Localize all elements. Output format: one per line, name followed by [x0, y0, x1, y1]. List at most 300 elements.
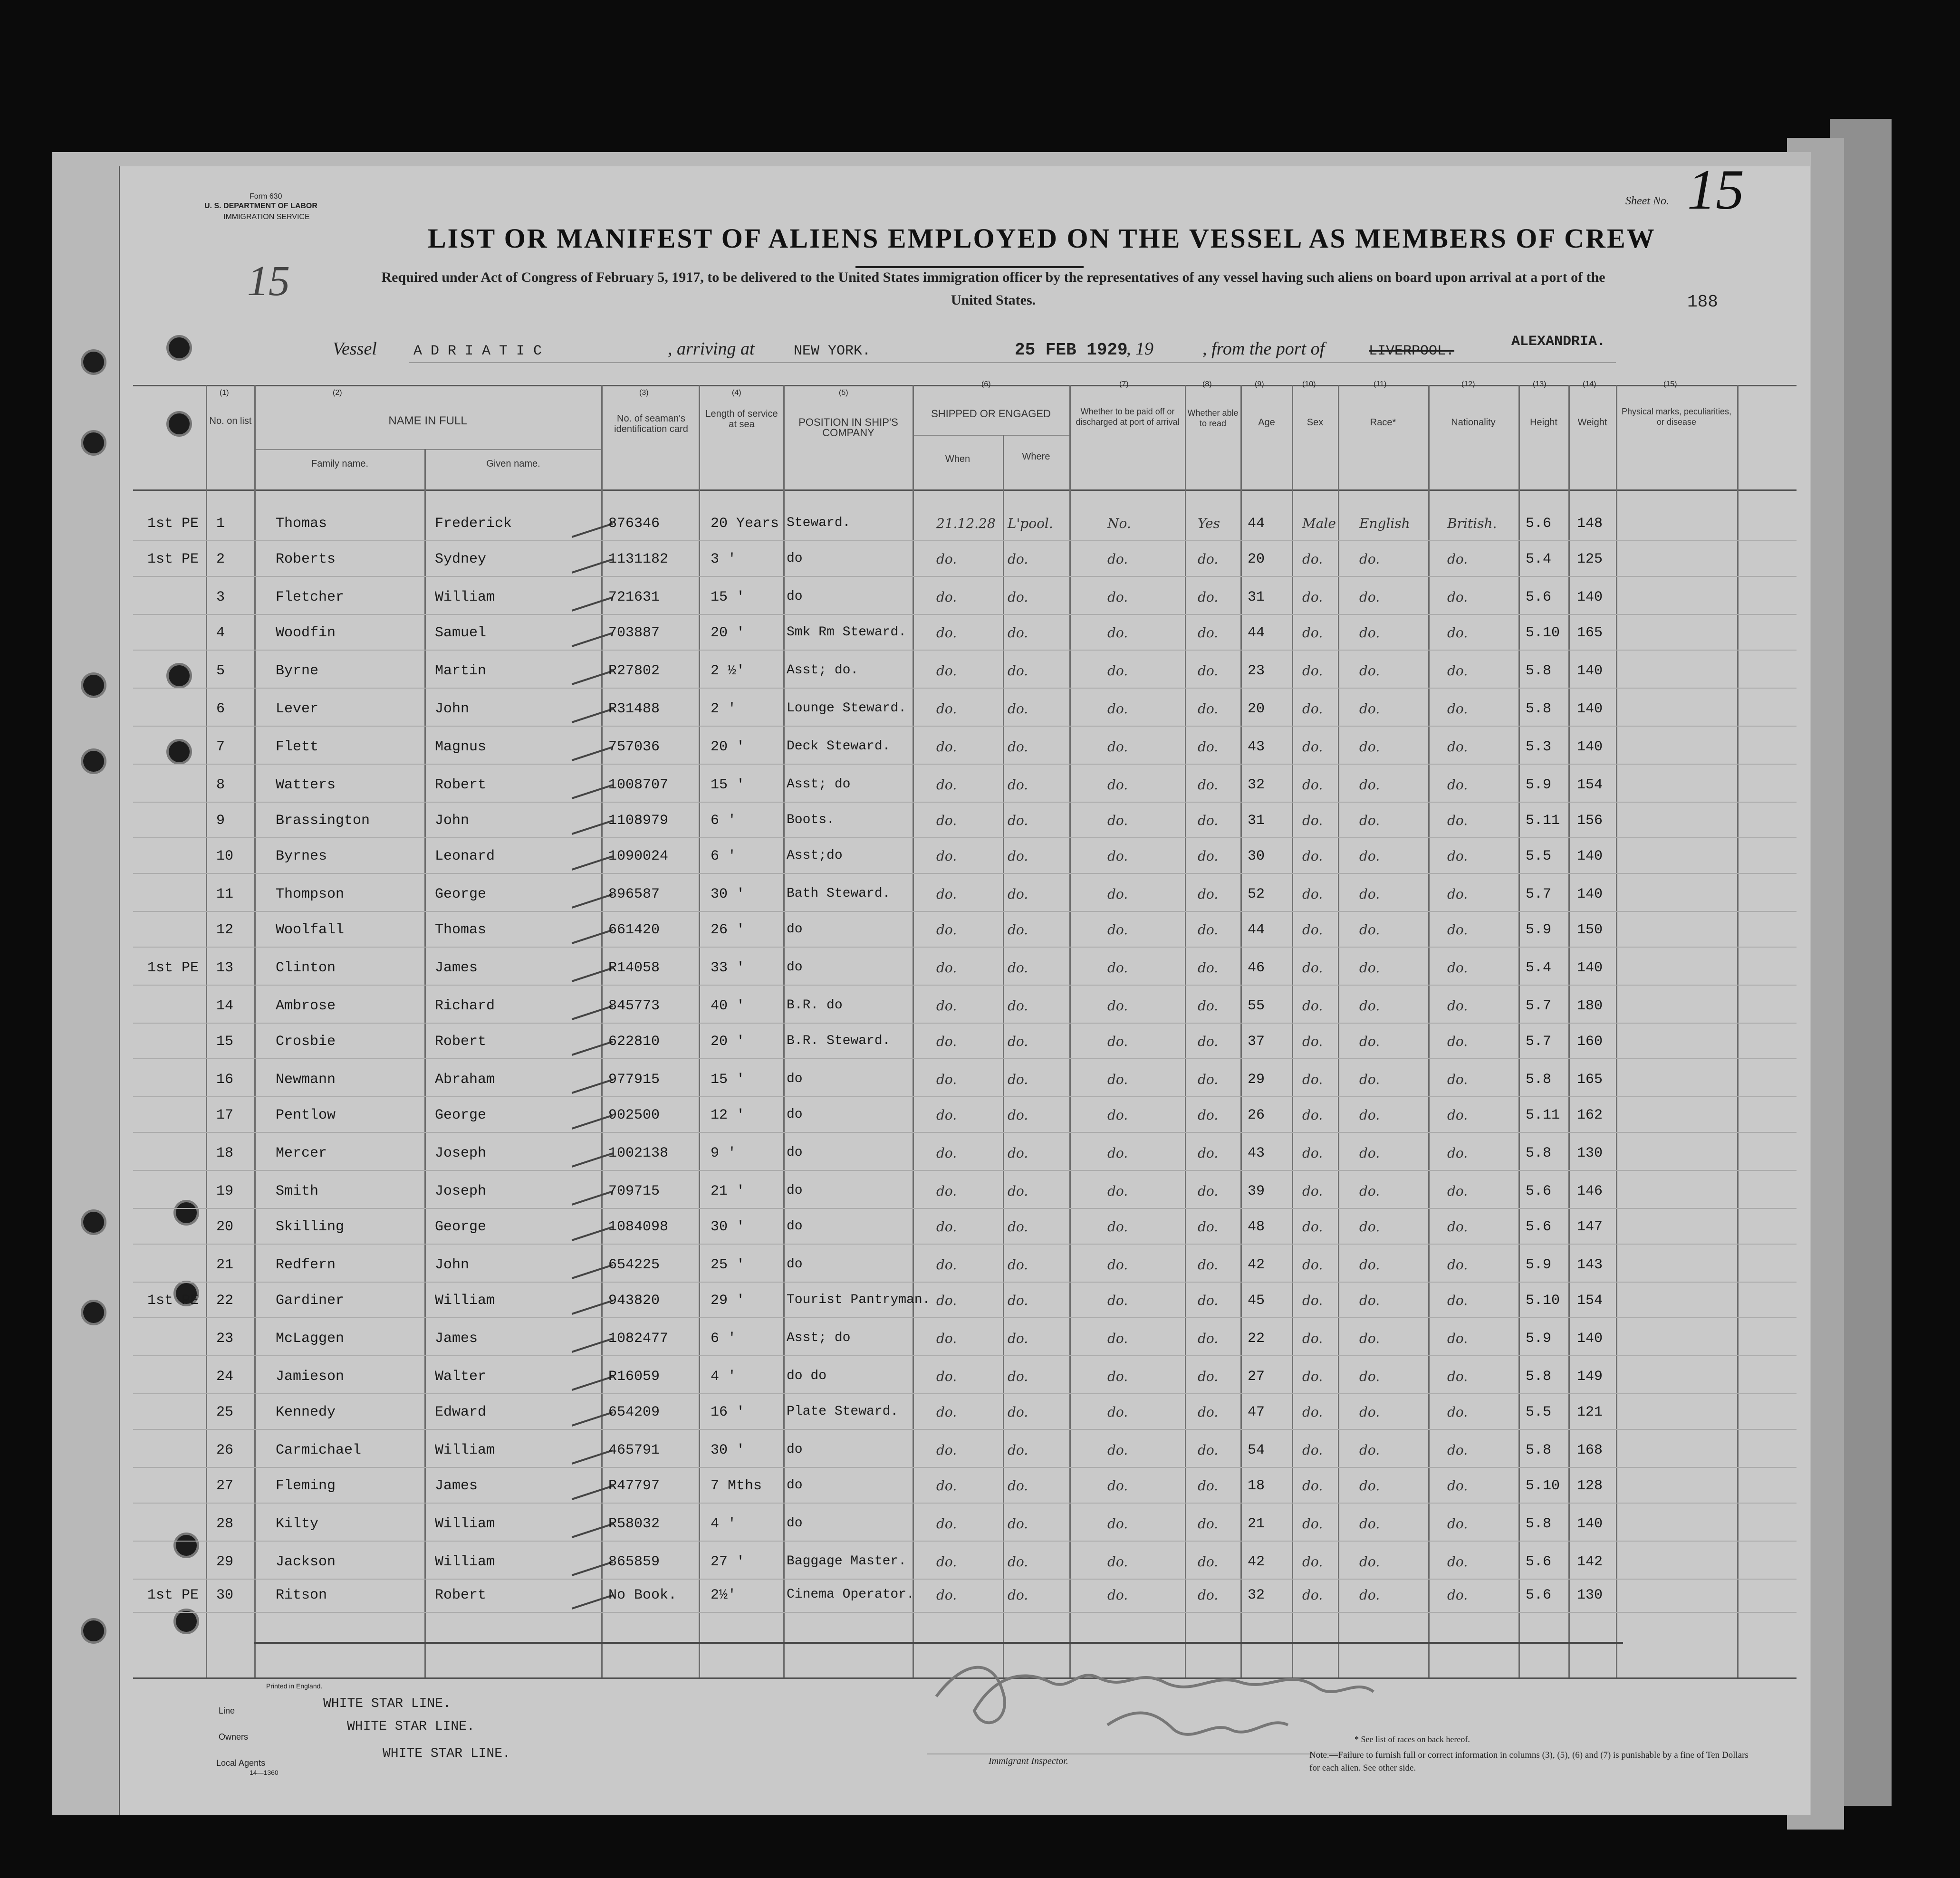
age: 43	[1248, 739, 1265, 755]
id-card-number: 943820	[608, 1293, 660, 1309]
weight: 140	[1577, 886, 1603, 902]
able-to-read: do.	[1198, 922, 1219, 938]
binding-hole	[83, 1302, 104, 1323]
given-name: Sydney	[435, 551, 487, 567]
paid-off: do.	[1107, 551, 1128, 567]
given-name: Robert	[435, 1587, 487, 1603]
length-of-service: 30 '	[711, 886, 745, 902]
family-name: Watters	[276, 777, 336, 793]
age: 30	[1248, 848, 1265, 864]
shipped-when: do.	[936, 998, 957, 1014]
id-card-number: 703887	[608, 625, 660, 641]
height: 5.11	[1526, 813, 1560, 829]
paid-off: do.	[1107, 625, 1128, 641]
col-number: (1)	[220, 389, 229, 397]
shipped-where: do.	[1008, 1442, 1028, 1458]
row-rule	[133, 1282, 1797, 1283]
age: 20	[1248, 701, 1265, 717]
weight: 148	[1577, 516, 1603, 532]
able-to-read: do.	[1198, 1369, 1219, 1384]
able-to-read: do.	[1198, 886, 1219, 902]
nationality: do.	[1447, 1219, 1468, 1235]
binding-hole	[169, 413, 190, 434]
sex: do.	[1302, 739, 1323, 755]
struck-port: LIVERPOOL.	[1369, 343, 1455, 359]
race: do.	[1359, 848, 1380, 864]
able-to-read: do.	[1198, 1442, 1219, 1458]
length-of-service: 26 '	[711, 922, 745, 938]
family-name: Brassington	[276, 813, 370, 829]
nationality: do.	[1447, 813, 1468, 828]
col-divider	[1292, 385, 1293, 1677]
length-of-service: 4 '	[711, 1369, 737, 1385]
binding-hole	[83, 352, 104, 373]
binding-hole	[169, 665, 190, 686]
family-name: Kennedy	[276, 1404, 336, 1420]
row-number: 22	[216, 1293, 234, 1309]
from-port: ALEXANDRIA.	[1511, 334, 1606, 350]
ship-position: do	[787, 1183, 803, 1198]
nationality: do.	[1447, 960, 1468, 976]
row-number: 26	[216, 1442, 234, 1458]
shipped-where: do.	[1008, 1478, 1028, 1494]
races-note: * See list of races on back hereof.	[1355, 1734, 1470, 1744]
shipped-when: do.	[936, 1404, 957, 1420]
shipped-when: 21.12.28	[936, 516, 996, 531]
paid-off: No.	[1107, 516, 1131, 531]
length-of-service: 15 '	[711, 777, 745, 793]
row-rule	[133, 1467, 1797, 1468]
length-of-service: 40 '	[711, 998, 745, 1014]
shipped-where: do.	[1008, 1369, 1028, 1384]
weight: 125	[1577, 551, 1603, 567]
given-name: Robert	[435, 777, 487, 793]
col-divider	[1338, 385, 1339, 1677]
ship-position: Plate Steward.	[787, 1404, 899, 1419]
length-of-service: 33 '	[711, 960, 745, 976]
ship-position: do	[787, 1442, 803, 1457]
header-paid-off: Whether to be paid off or discharged at port of arrival	[1076, 407, 1180, 427]
weight: 130	[1577, 1145, 1603, 1161]
binding-hole	[176, 1202, 197, 1223]
length-of-service: 15 '	[711, 1072, 745, 1088]
header-nationality: Nationality	[1451, 417, 1496, 428]
paid-off: do.	[1107, 1034, 1128, 1049]
col-number: (4)	[732, 389, 741, 397]
nationality: do.	[1447, 1145, 1468, 1161]
id-card-number: 721631	[608, 589, 660, 605]
vessel-name: A D R I A T I C	[413, 343, 542, 359]
weight: 140	[1577, 848, 1603, 864]
height: 5.6	[1526, 1183, 1552, 1199]
row-rule	[133, 1317, 1797, 1318]
nationality: do.	[1447, 1034, 1468, 1049]
able-to-read: do.	[1198, 663, 1219, 679]
weight: 156	[1577, 813, 1603, 829]
sex: do.	[1302, 1257, 1323, 1273]
height: 5.6	[1526, 589, 1552, 605]
service: IMMIGRATION SERVICE	[223, 213, 310, 221]
page-title: LIST OR MANIFEST OF ALIENS EMPLOYED ON THE VESSEL AS MEMBERS OF CREW	[428, 223, 1656, 254]
ship-position: Boots.	[787, 813, 835, 827]
sex: do.	[1302, 1369, 1323, 1384]
weight: 140	[1577, 701, 1603, 717]
given-name: William	[435, 589, 495, 605]
row-rule	[133, 1023, 1797, 1024]
header-name-in-full: NAME IN FULL	[388, 414, 467, 427]
height: 5.9	[1526, 1257, 1552, 1273]
paid-off: do.	[1107, 1478, 1128, 1494]
nationality: do.	[1447, 1257, 1468, 1273]
race: do.	[1359, 1404, 1380, 1420]
age: 44	[1248, 922, 1265, 938]
row-number: 7	[216, 739, 225, 755]
row-number: 5	[216, 663, 225, 679]
able-to-read: do.	[1198, 848, 1219, 864]
line-label: Line	[219, 1706, 235, 1715]
length-of-service: 29 '	[711, 1293, 745, 1309]
weight: 140	[1577, 1331, 1603, 1347]
race: do.	[1359, 998, 1380, 1014]
ship-position: do	[787, 1257, 803, 1272]
height: 5.7	[1526, 998, 1552, 1014]
race: do.	[1359, 1145, 1380, 1161]
race: do.	[1359, 1219, 1380, 1235]
col-divider	[1003, 435, 1004, 1677]
row-rule	[133, 1355, 1797, 1356]
header-race: Race*	[1370, 417, 1396, 428]
able-to-read: do.	[1198, 1478, 1219, 1494]
shipped-when: do.	[936, 922, 957, 938]
sex: Male	[1302, 516, 1336, 531]
ship-position: Asst;do	[787, 848, 843, 863]
shipped-where: do.	[1008, 848, 1028, 864]
shipped-where: L'pool.	[1008, 516, 1053, 531]
id-card-number: 1008707	[608, 777, 669, 793]
age: 54	[1248, 1442, 1265, 1458]
row-number: 15	[216, 1034, 234, 1050]
nationality: do.	[1447, 663, 1468, 679]
nationality: do.	[1447, 1478, 1468, 1494]
shipped-where: do.	[1008, 922, 1028, 938]
inspector-label: Immigrant Inspector.	[989, 1756, 1068, 1766]
height: 5.7	[1526, 1034, 1552, 1050]
able-to-read: do.	[1198, 551, 1219, 567]
shipped-where: do.	[1008, 1331, 1028, 1346]
height: 5.4	[1526, 960, 1552, 976]
given-name: Joseph	[435, 1145, 487, 1161]
height: 5.6	[1526, 1587, 1552, 1603]
family-name: Roberts	[276, 551, 336, 567]
row-prefix: 1st PE	[147, 1587, 199, 1603]
id-card-number: 896587	[608, 886, 660, 902]
id-card-number: R47797	[608, 1478, 660, 1494]
weight: 165	[1577, 1072, 1603, 1088]
race: do.	[1359, 663, 1380, 679]
height: 5.10	[1526, 1293, 1560, 1309]
date-stamp: 25 FEB 1929	[1015, 340, 1128, 360]
age: 52	[1248, 886, 1265, 902]
race: do.	[1359, 1587, 1380, 1603]
shipped-where: do.	[1008, 1293, 1028, 1308]
row-rule	[133, 1429, 1797, 1430]
race: do.	[1359, 701, 1380, 717]
ship-position: Asst; do	[787, 777, 851, 792]
row-number: 12	[216, 922, 234, 938]
row-number: 10	[216, 848, 234, 864]
row-number: 25	[216, 1404, 234, 1420]
ship-position: B.R. do	[787, 998, 843, 1013]
shipped-where: do.	[1008, 625, 1028, 641]
nationality: do.	[1447, 1587, 1468, 1603]
row-number: 6	[216, 701, 225, 717]
weight: 121	[1577, 1404, 1603, 1420]
ship-position: Asst; do.	[787, 663, 859, 678]
sheet-number: 15	[1687, 158, 1744, 221]
row-rule	[133, 726, 1797, 727]
height: 5.4	[1526, 551, 1552, 567]
row-rule	[133, 1503, 1797, 1504]
nationality: do.	[1447, 1183, 1468, 1199]
shipped-when: do.	[936, 1516, 957, 1532]
sex: do.	[1302, 777, 1323, 793]
height: 5.6	[1526, 516, 1552, 532]
able-to-read: do.	[1198, 960, 1219, 976]
age: 32	[1248, 1587, 1265, 1603]
row-rule	[133, 576, 1797, 577]
able-to-read: do.	[1198, 1183, 1219, 1199]
height: 5.5	[1526, 1404, 1552, 1420]
able-to-read: do.	[1198, 777, 1219, 793]
sex: do.	[1302, 1183, 1323, 1199]
ship-position: do	[787, 960, 803, 975]
family-name: Pentlow	[276, 1107, 336, 1123]
row-rule	[133, 911, 1797, 912]
col-divider	[1616, 385, 1617, 1677]
row-rule	[133, 1132, 1797, 1133]
header-given-name: Given name.	[486, 459, 540, 469]
weight: 147	[1577, 1219, 1603, 1235]
nationality: do.	[1447, 1072, 1468, 1087]
nationality: do.	[1447, 998, 1468, 1014]
name-rule	[254, 449, 601, 450]
race: do.	[1359, 1369, 1380, 1384]
race: do.	[1359, 1257, 1380, 1273]
height: 5.8	[1526, 1369, 1552, 1385]
sex: do.	[1302, 701, 1323, 717]
sex: do.	[1302, 589, 1323, 605]
col-number: (7)	[1119, 380, 1129, 388]
weight: 146	[1577, 1183, 1603, 1199]
height: 5.9	[1526, 922, 1552, 938]
header-weight: Weight	[1577, 417, 1607, 428]
vessel-underline	[409, 362, 1616, 363]
ship-position: Deck Steward.	[787, 739, 891, 754]
height: 5.8	[1526, 663, 1552, 679]
paid-off: do.	[1107, 922, 1128, 938]
length-of-service: 20 '	[711, 625, 745, 641]
id-card-number: 1084098	[608, 1219, 669, 1235]
shipped-where: do.	[1008, 1034, 1028, 1049]
able-to-read: do.	[1198, 813, 1219, 828]
given-name: George	[435, 1107, 487, 1123]
paid-off: do.	[1107, 1107, 1128, 1123]
age: 27	[1248, 1369, 1265, 1385]
shipped-when: do.	[936, 1145, 957, 1161]
row-rule	[133, 1170, 1797, 1171]
length-of-service: 6 '	[711, 1331, 737, 1347]
race: do.	[1359, 739, 1380, 755]
weight: 154	[1577, 777, 1603, 793]
age: 29	[1248, 1072, 1265, 1088]
given-name: Edward	[435, 1404, 487, 1420]
family-name: McLaggen	[276, 1331, 345, 1347]
length-of-service: 21 '	[711, 1183, 745, 1199]
row-number: 11	[216, 886, 234, 902]
given-name: William	[435, 1554, 495, 1570]
length-of-service: 27 '	[711, 1554, 745, 1570]
id-card-number: No Book.	[608, 1587, 677, 1603]
paid-off: do.	[1107, 1331, 1128, 1346]
family-name: Jackson	[276, 1554, 336, 1570]
given-name: William	[435, 1293, 495, 1309]
able-to-read: do.	[1198, 1293, 1219, 1308]
paid-off: do.	[1107, 1293, 1128, 1308]
id-card-number: 1082477	[608, 1331, 669, 1347]
nationality: British.	[1447, 516, 1497, 531]
race: English	[1359, 516, 1410, 531]
ship-position: do	[787, 589, 803, 604]
shipped-when: do.	[936, 1369, 957, 1384]
binding-hole	[83, 432, 104, 453]
age: 26	[1248, 1107, 1265, 1123]
nationality: do.	[1447, 551, 1468, 567]
row-number: 21	[216, 1257, 234, 1273]
race: do.	[1359, 1034, 1380, 1049]
able-to-read: do.	[1198, 1554, 1219, 1570]
nationality: do.	[1447, 625, 1468, 641]
age: 43	[1248, 1145, 1265, 1161]
header-where: Where	[1022, 451, 1050, 462]
shipped-when: do.	[936, 886, 957, 902]
ship-position: B.R. Steward.	[787, 1034, 891, 1048]
nationality: do.	[1447, 1404, 1468, 1420]
family-name: Thompson	[276, 886, 345, 902]
ship-position: do	[787, 1516, 803, 1531]
margin-number: 15	[247, 258, 290, 305]
paid-off: do.	[1107, 998, 1128, 1014]
col-number: (8)	[1202, 380, 1212, 388]
row-number: 2	[216, 551, 225, 567]
from-port-label: , from the port of	[1202, 339, 1325, 359]
col-divider	[1069, 385, 1071, 1677]
table-header-rule	[133, 489, 1797, 491]
given-name: George	[435, 1219, 487, 1235]
shipped-when: do.	[936, 663, 957, 679]
paid-off: do.	[1107, 1183, 1128, 1199]
shipped-where: do.	[1008, 1404, 1028, 1420]
inspector-line	[927, 1753, 1355, 1754]
col-divider	[699, 385, 700, 1677]
given-name: Leonard	[435, 848, 495, 864]
paid-off: do.	[1107, 701, 1128, 717]
family-name: Carmichael	[276, 1442, 362, 1458]
id-card-number: R16059	[608, 1369, 660, 1385]
shipped-where: do.	[1008, 1183, 1028, 1199]
shipped-where: do.	[1008, 886, 1028, 902]
sex: do.	[1302, 813, 1323, 828]
height: 5.6	[1526, 1554, 1552, 1570]
length-of-service: 15 '	[711, 589, 745, 605]
nationality: do.	[1447, 1369, 1468, 1384]
weight: 140	[1577, 1516, 1603, 1532]
printed-note: Printed in England.	[266, 1682, 323, 1690]
paid-off: do.	[1107, 663, 1128, 679]
row-prefix: 1st PE	[147, 1293, 199, 1309]
shipped-when: do.	[936, 701, 957, 717]
sex: do.	[1302, 1516, 1323, 1532]
header-sex: Sex	[1307, 417, 1324, 428]
shipped-when: do.	[936, 960, 957, 976]
age: 48	[1248, 1219, 1265, 1235]
row-prefix: 1st PE	[147, 960, 199, 976]
col-divider	[1568, 385, 1570, 1677]
race: do.	[1359, 1516, 1380, 1532]
id-card-number: R58032	[608, 1516, 660, 1532]
height: 5.10	[1526, 625, 1560, 641]
sex: do.	[1302, 1442, 1323, 1458]
header-length-service: Length of service at sea	[705, 409, 778, 430]
family-name: Ambrose	[276, 998, 336, 1014]
race: do.	[1359, 1183, 1380, 1199]
ship-position: Smk Rm Steward.	[787, 625, 907, 640]
id-card-number: 465791	[608, 1442, 660, 1458]
col-number: (10)	[1302, 380, 1316, 388]
paid-off: do.	[1107, 1554, 1128, 1570]
length-of-service: 30 '	[711, 1219, 745, 1235]
paid-off: do.	[1107, 1442, 1128, 1458]
nationality: do.	[1447, 848, 1468, 864]
row-number: 14	[216, 998, 234, 1014]
shipped-when: do.	[936, 848, 957, 864]
nationality: do.	[1447, 886, 1468, 902]
fine-note: Note.—Failure to furnish full or correct information in columns (3), (5), (6) and (7) is punishable by a fine of Ten Dollars for each alien. See other side.	[1309, 1750, 1749, 1773]
shipped-where: do.	[1008, 777, 1028, 793]
family-name: Ritson	[276, 1587, 327, 1603]
given-name: John	[435, 813, 470, 829]
sex: do.	[1302, 922, 1323, 938]
race: do.	[1359, 813, 1380, 828]
race: do.	[1359, 960, 1380, 976]
shipped-when: do.	[936, 551, 957, 567]
age: 20	[1248, 551, 1265, 567]
col-number: (14)	[1583, 380, 1596, 388]
sex: do.	[1302, 960, 1323, 976]
able-to-read: do.	[1198, 701, 1219, 717]
given-name: Thomas	[435, 922, 487, 938]
weight: 140	[1577, 739, 1603, 755]
header-id-card: No. of seaman's identification card	[614, 413, 688, 434]
paid-off: do.	[1107, 739, 1128, 755]
age: 37	[1248, 1034, 1265, 1050]
family-name: Byrne	[276, 663, 319, 679]
length-of-service: 20 '	[711, 739, 745, 755]
row-rule	[133, 764, 1797, 765]
shipped-where: do.	[1008, 739, 1028, 755]
shipped-when: do.	[936, 777, 957, 793]
nationality: do.	[1447, 1331, 1468, 1346]
agents-value: WHITE STAR LINE.	[383, 1746, 510, 1761]
